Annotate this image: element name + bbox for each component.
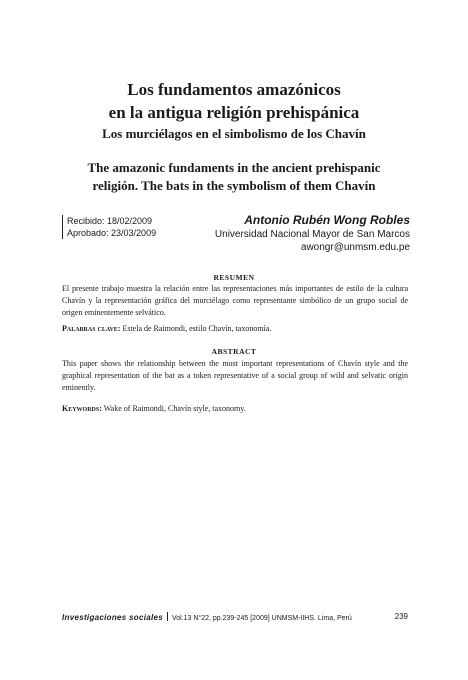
english-title-line-1: The amazonic fundaments in the ancient prehispanic bbox=[87, 160, 381, 175]
approved-date: Aprobado: 23/03/2009 bbox=[67, 228, 157, 238]
page-number: 239 bbox=[394, 612, 408, 621]
english-title-line-2: religión. The bats in the symbolism of them Chavín bbox=[92, 178, 376, 193]
title-line-1: Los fundamentos amazónicos bbox=[127, 80, 341, 99]
received-date: Recibido: 18/02/2009 bbox=[67, 216, 153, 226]
page-footer bbox=[62, 612, 408, 622]
author-block bbox=[215, 213, 410, 254]
footer-journal-name: Investigaciones sociales bbox=[62, 613, 164, 622]
subtitle: Los murciélagos en el simbolismo de los Chavín bbox=[102, 126, 366, 141]
footer-separator bbox=[167, 612, 168, 621]
author-email[interactable]: awongr@unmsm.edu.pe bbox=[300, 242, 410, 253]
keywords-es-values: Estela de Raimondi, estilo Chavín, taxonomía. bbox=[122, 324, 272, 333]
dates-block bbox=[62, 215, 156, 239]
keywords-es bbox=[62, 323, 408, 335]
keywords-en-label: Keywords: bbox=[62, 404, 102, 413]
keywords-en bbox=[62, 403, 408, 415]
author-affiliation: Universidad Nacional Mayor de San Marcos bbox=[214, 229, 410, 240]
footer-citation: Vol.13 N°22, pp.239-245 [2009] UNMSM-IIHS. Lima, Perú bbox=[171, 615, 352, 622]
title-line-2: en la antigua religión prehispánica bbox=[108, 103, 360, 122]
resumen-heading: RESUMEN bbox=[213, 273, 255, 282]
keywords-es-label: Palabras clave: bbox=[62, 324, 121, 333]
resumen-text: El presente trabajo muestra la relación entre las representaciones más importantes de estilo de la cultura Chavín y la representación gráfica del murciélago como representante simbólico de un grupo social de origen eminentemente selvático. bbox=[62, 284, 408, 317]
abstract-heading: ABSTRACT bbox=[211, 347, 257, 356]
abstract-text: This paper shows the relationship between the most important representations of Chavín style and the graphical representation of the bat as a token representative of a social group of wild and selvatic origin eminently. bbox=[62, 359, 408, 392]
keywords-en-values: Wake of Raimondi, Chavín style, taxonomy. bbox=[103, 404, 246, 413]
author-name: Antonio Rubén Wong Robles bbox=[244, 213, 410, 227]
